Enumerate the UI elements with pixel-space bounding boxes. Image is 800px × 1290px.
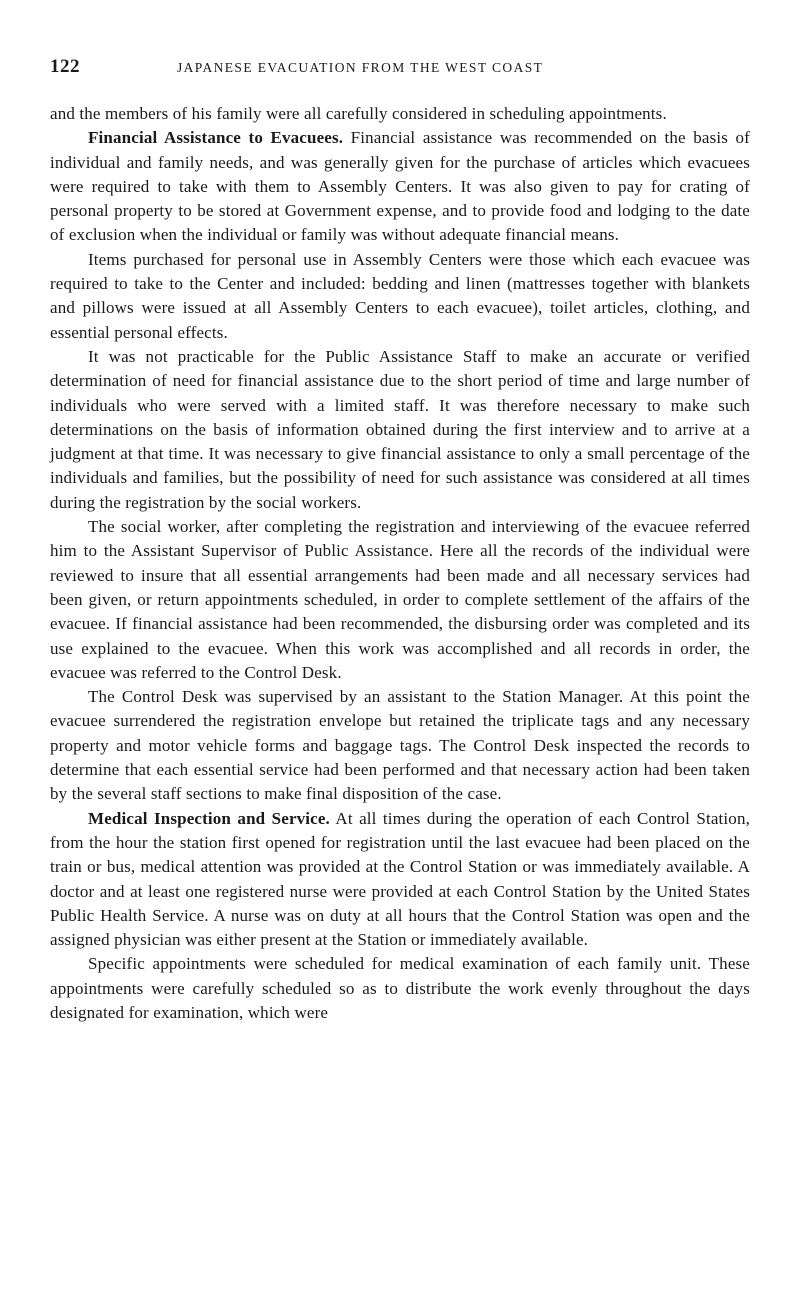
paragraph-text: It was not practicable for the Public Assistance Staff to make an accurate or verified determination of need for financial assistance due to the short period of time and large number of individuals who were served with a limited staff. It was therefore necessary to make such determinations on the basis of information obtained during the first interview and to arrive at a judgment at that time. It was necessary to give financial assistance to only a small percentage of the individuals and families, but the possibility of need for such assistance was considered at all times during the registration by the social workers. <box>50 346 750 512</box>
running-head <box>50 52 750 82</box>
paragraph-text: Items purchased for personal use in Assembly Centers were those which each evacuee was required to take to the Center and included: bedding and linen (mattresses together with blankets and pillows were issued at all Assembly Centers to each evacuee), toilet articles, clothing, and essential personal effects. <box>50 249 750 342</box>
paragraph-text: The Control Desk was supervised by an assistant to the Station Manager. At this point the evacuee surrendered the registration envelope but retained the triplicate tags and any necessary property and motor vehicle forms and baggage tags. The Control Desk inspected the records to determine that each essential service had been performed and that necessary action had been taken by the several staff sections to make final disposition of the case. <box>50 687 750 804</box>
running-title: JAPANESE EVACUATION FROM THE WEST COAST <box>177 60 544 75</box>
paragraph-text: Financial assistance was recommended on the basis of individual and family needs, and was generally given for the purchase of articles which evacuees were required to take with them to Assembly Centers. It was also given to pay for crating of personal property to be stored at Government expense, and to provide food and lodging to the date of exclusion when the individual or family was without adequate financial means. <box>50 128 750 245</box>
section-heading-medical-inspection: Medical Inspection and Service. <box>88 808 330 828</box>
paragraph <box>50 685 750 806</box>
page-number: 122 <box>50 56 80 77</box>
paragraph <box>50 102 750 126</box>
document-page <box>50 52 750 1025</box>
paragraph-medical-inspection <box>50 807 750 953</box>
paragraph <box>50 248 750 345</box>
paragraph-text: Specific appointments were scheduled for medical examination of each family unit. These appointments were carefully scheduled so as to distribute the work evenly throughout the days designated for examination, which were <box>50 954 750 1022</box>
paragraph-text: and the members of his family were all carefully considered in scheduling appointments. <box>50 104 667 123</box>
paragraph-text: At all times during the operation of each Control Station, from the hour the station first opened for registration until the last evacuee had been placed on the train or bus, medical attention was provided at the Control Station or was immediately available. A doctor and at least one registered nurse were provided at each Control Station by the United States Public Health Service. A nurse was on duty at all hours that the Control Station was open and the assigned physician was either present at the Station or immediately available. <box>50 808 751 950</box>
paragraph-text: The social worker, after completing the registration and interviewing of the evacuee referred him to the Assistant Supervisor of Public Assistance. Here all the records of the individual were reviewed to insure that all essential arrangements had been made and all necessary services had been given, or return appointments scheduled, in order to complete settlement of the affairs of the evacuee. If financial assistance had been recommended, the disbursing order was completed and its use explained to the evacuee. When this work was accomplished and all records in order, the evacuee was referred to the Control Desk. <box>50 517 750 682</box>
paragraph <box>50 952 750 1025</box>
paragraph-financial-assistance <box>50 126 750 247</box>
section-heading-financial-assistance: Financial Assistance to Evacuees. <box>88 128 344 148</box>
body-text <box>50 102 750 1025</box>
paragraph <box>50 345 750 515</box>
paragraph <box>50 515 750 685</box>
